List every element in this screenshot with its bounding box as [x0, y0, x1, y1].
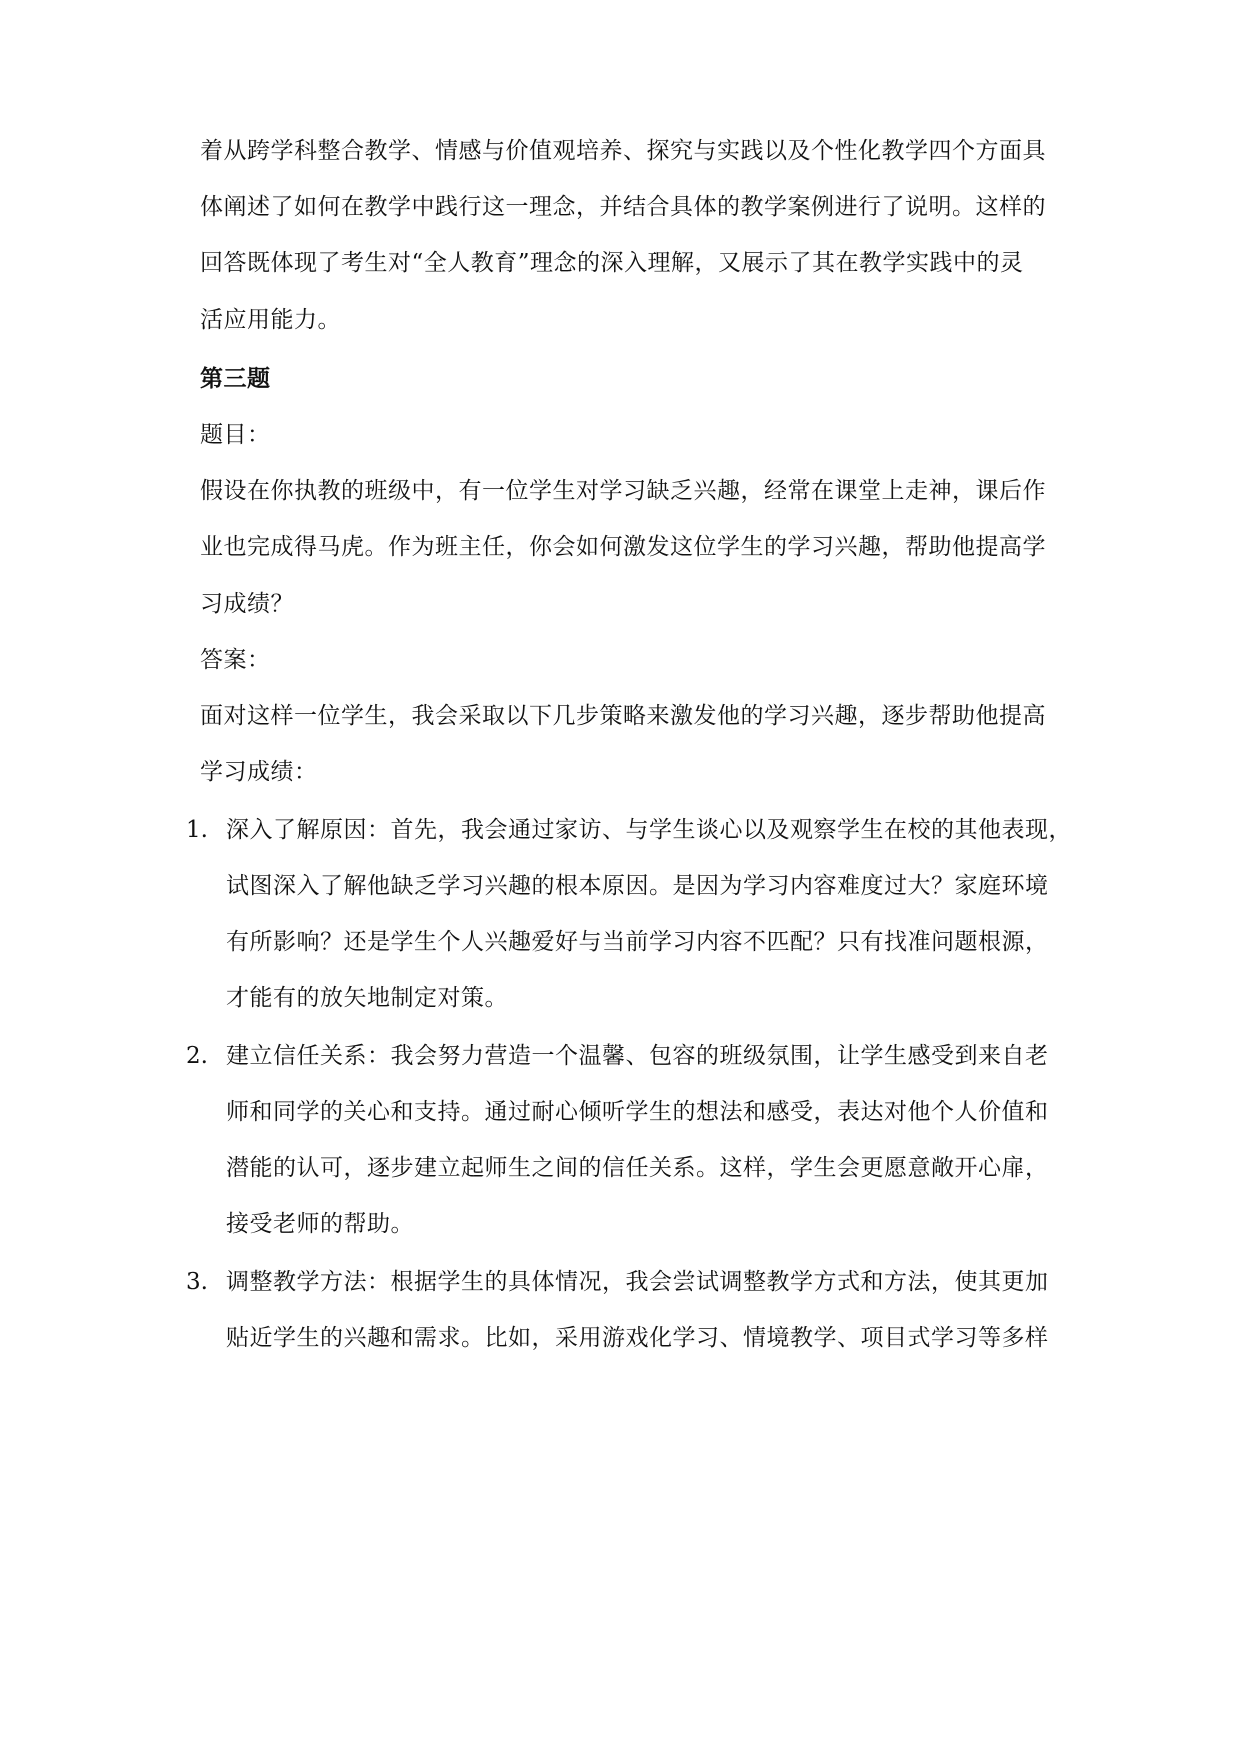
list-item-line: 试图深入了解他缺乏学习兴趣的根本原因。是因为学习内容难度过大？家庭环境	[226, 873, 1049, 899]
list-item-line: 才能有的放矢地制定对策。	[226, 985, 508, 1011]
list-item-number: 3.	[186, 1269, 208, 1295]
list-item-line: 潜能的认可，逐步建立起师生之间的信任关系。这样，学生会更愿意敞开心扉，	[226, 1155, 1049, 1181]
intro-line: 体阐述了如何在教学中践行这一理念，并结合具体的教学案例进行了说明。这样的	[200, 194, 1046, 220]
list-item-line: 师和同学的关心和支持。通过耐心倾听学生的想法和感受，表达对他个人价值和	[226, 1099, 1049, 1125]
list-item-line: 接受老师的帮助。	[226, 1211, 414, 1237]
list-item-line: 建立信任关系：我会努力营造一个温馨、包容的班级氛围，让学生感受到来自老	[226, 1043, 1049, 1069]
question-label: 题目：	[200, 422, 271, 448]
list-item-line: 有所影响？还是学生个人兴趣爱好与当前学习内容不匹配？只有找准问题根源，	[226, 929, 1049, 955]
question-line: 假设在你执教的班级中，有一位学生对学习缺乏兴趣，经常在课堂上走神，课后作	[200, 478, 1046, 504]
answer-intro-line: 学习成绩：	[200, 759, 318, 785]
answer-label: 答案：	[200, 647, 271, 673]
list-item-number: 1.	[186, 817, 208, 843]
list-item-line: 调整教学方法：根据学生的具体情况，我会尝试调整教学方式和方法，使其更加	[226, 1269, 1049, 1295]
intro-line: 回答既体现了考生对“全人教育”理念的深入理解，又展示了其在教学实践中的灵	[200, 250, 1024, 276]
section-heading: 第三题	[200, 365, 271, 392]
list-item-number: 2.	[186, 1043, 208, 1069]
intro-line: 着从跨学科整合教学、情感与价值观培养、探究与实践以及个性化教学四个方面具	[200, 138, 1046, 164]
list-item-line: 贴近学生的兴趣和需求。比如，采用游戏化学习、情境教学、项目式学习等多样	[226, 1325, 1049, 1351]
question-line: 习成绩？	[200, 591, 294, 617]
answer-intro-line: 面对这样一位学生，我会采取以下几步策略来激发他的学习兴趣，逐步帮助他提高	[200, 703, 1046, 729]
question-line: 业也完成得马虎。作为班主任，你会如何激发这位学生的学习兴趣，帮助他提高学	[200, 534, 1046, 560]
intro-line: 活应用能力。	[200, 307, 341, 333]
list-item-line: 深入了解原因：首先，我会通过家访、与学生谈心以及观察学生在校的其他表现，	[226, 817, 1072, 843]
